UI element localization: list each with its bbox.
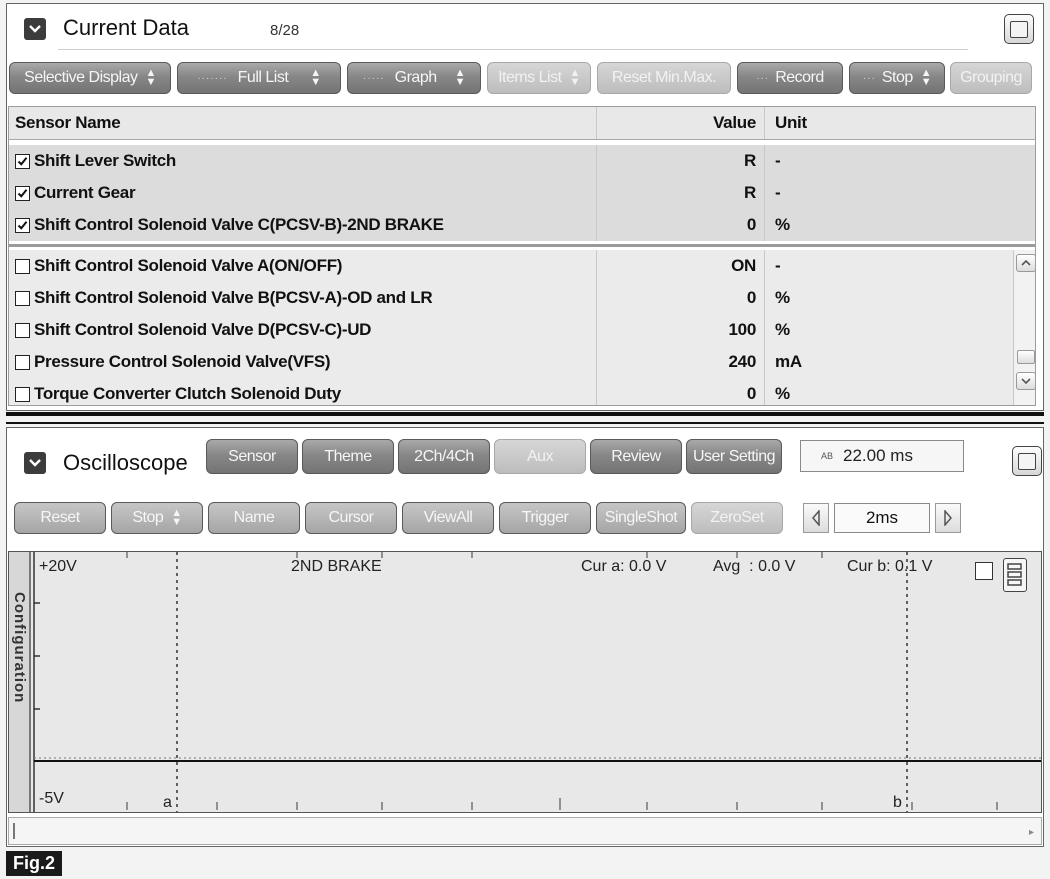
arrow-left-icon <box>811 510 821 526</box>
sensor-name: Shift Control Solenoid Valve A(ON/OFF) <box>34 256 343 275</box>
panel-divider <box>6 412 1044 416</box>
sensor-name: Shift Control Solenoid Valve D(PCSV-C)-UD <box>34 320 372 339</box>
zero-set-button[interactable]: ZeroSet <box>691 502 783 534</box>
table-row[interactable] <box>9 378 1035 406</box>
spin-arrows-icon: ▲ ▼ <box>920 67 932 88</box>
cursor-b-readout: Cur b: 0.1 V <box>847 558 933 575</box>
cursor-a-label[interactable]: a <box>163 794 172 811</box>
scroll-down-icon[interactable] <box>1016 372 1036 390</box>
cursor-b-label[interactable]: b <box>893 794 902 811</box>
stop-dropdown[interactable]: ··· Stop ▲ ▼ <box>849 62 945 94</box>
single-shot-button[interactable]: SingleShot <box>596 502 686 534</box>
column-header-value[interactable]: Value <box>597 107 765 139</box>
record-button[interactable]: ··· Record <box>737 62 843 94</box>
sensor-name: Shift Control Solenoid Valve C(PCSV-B)-2ND BRAKE <box>34 215 444 234</box>
table-row[interactable] <box>9 346 1035 378</box>
ab-time-icon: AB <box>821 451 834 461</box>
current-data-header <box>58 14 968 50</box>
oscilloscope-plot[interactable] <box>8 551 1042 813</box>
y-max-label: +20V <box>39 558 77 575</box>
sensor-value: R <box>597 177 765 209</box>
horizontal-scrollbar[interactable] <box>8 817 1042 845</box>
table-header <box>9 107 1035 140</box>
panel-title: Current Data <box>63 15 189 40</box>
spin-arrows-icon: ▲ ▼ <box>569 67 580 88</box>
time-span-display <box>800 440 964 472</box>
channel-name: 2ND BRAKE <box>291 558 382 575</box>
sensor-name: Torque Converter Clutch Solenoid Duty <box>34 384 341 403</box>
selective-display-dropdown[interactable]: Selective Display ▲ ▼ <box>9 62 171 94</box>
user-setting-button[interactable]: User Setting <box>686 439 782 474</box>
sensor-unit: % <box>775 384 790 403</box>
checkbox-unchecked[interactable] <box>15 355 30 370</box>
sensor-value: ON <box>597 250 765 282</box>
sensor-value: 240 <box>597 346 765 378</box>
y-min-label: -5V <box>39 790 64 807</box>
checkbox-unchecked[interactable] <box>15 291 30 306</box>
checkbox-checked[interactable] <box>15 186 30 201</box>
theme-button[interactable]: Theme <box>302 439 394 474</box>
aux-button[interactable]: Aux <box>494 439 586 474</box>
sensor-value: 0 <box>597 209 765 241</box>
sensor-unit: - <box>775 183 781 202</box>
checkbox-unchecked[interactable] <box>15 323 30 338</box>
sensor-value: 0 <box>597 378 765 406</box>
sensor-unit: % <box>775 215 790 234</box>
configuration-tab[interactable]: Configuration <box>9 552 31 812</box>
time-span-value: 22.00 ms <box>843 446 913 465</box>
scroll-up-icon[interactable] <box>1016 254 1036 272</box>
table-row[interactable] <box>9 145 1035 177</box>
table-row[interactable] <box>9 282 1035 314</box>
spin-arrows-icon: ▲ ▼ <box>454 67 465 88</box>
time-div-value: 2ms <box>834 503 930 533</box>
window-icon <box>1018 453 1036 470</box>
column-header-sensor-name[interactable]: Sensor Name <box>9 107 597 139</box>
sensor-unit: % <box>775 320 790 339</box>
graph-dropdown[interactable]: ····· Graph ▲ ▼ <box>347 62 481 94</box>
checkbox-unchecked[interactable] <box>15 259 30 274</box>
channel-checkbox[interactable] <box>975 562 993 580</box>
checkbox-checked[interactable] <box>15 154 30 169</box>
table-row[interactable] <box>9 314 1035 346</box>
table-scrollbar[interactable] <box>1013 250 1036 406</box>
reset-button[interactable]: Reset <box>14 502 106 534</box>
cursor-button[interactable]: Cursor <box>305 502 397 534</box>
collapse-current-data-button[interactable] <box>24 18 46 40</box>
sensor-table <box>8 106 1036 406</box>
time-div-increase-button[interactable] <box>935 503 961 533</box>
panel-title: Oscilloscope <box>63 450 188 475</box>
scroll-right-icon[interactable]: ▸ <box>1029 827 1035 838</box>
table-row[interactable] <box>9 250 1035 282</box>
table-row[interactable] <box>9 177 1035 209</box>
sensor-value: R <box>597 145 765 177</box>
sensor-name: Pressure Control Solenoid Valve(VFS) <box>34 352 331 371</box>
spin-arrows-icon: ▲ ▼ <box>145 67 156 88</box>
items-list-dropdown[interactable]: Items List ▲ ▼ <box>487 62 591 94</box>
item-count: 8/28 <box>270 22 300 39</box>
sensor-name: Shift Control Solenoid Valve B(PCSV-A)-OD and LR <box>34 288 433 307</box>
sensor-unit: % <box>775 288 790 307</box>
sensor-name: Shift Lever Switch <box>34 151 176 170</box>
column-header-unit[interactable]: Unit <box>775 113 807 132</box>
scroll-thumb[interactable] <box>1017 350 1035 364</box>
window-icon <box>1010 21 1028 38</box>
chevron-down-icon <box>24 452 46 474</box>
sensor-unit: mA <box>775 352 802 371</box>
trigger-button[interactable]: Trigger <box>499 502 591 534</box>
sensor-name: Current Gear <box>34 183 136 202</box>
panel-divider <box>6 422 1044 424</box>
cursor-a-readout: Cur a: 0.0 V <box>581 558 667 575</box>
table-row[interactable] <box>9 209 1035 241</box>
waveform-grid <box>32 552 1042 812</box>
scroll-thumb[interactable] <box>13 823 15 839</box>
grouping-button[interactable]: Grouping <box>950 62 1032 94</box>
maximize-oscilloscope-button[interactable] <box>1012 446 1042 476</box>
figure-label: Fig.2 <box>6 851 62 876</box>
stop-dropdown[interactable]: Stop ▲ ▼ <box>111 502 203 534</box>
sensor-unit: - <box>775 151 781 170</box>
full-list-dropdown[interactable]: ······· Full List ▲ ▼ <box>177 62 341 94</box>
review-button[interactable]: Review <box>590 439 682 474</box>
sensor-button[interactable]: Sensor <box>206 439 298 474</box>
channel-mode-button[interactable]: 2Ch/4Ch <box>398 439 490 474</box>
sensor-value: 100 <box>597 314 765 346</box>
arrow-right-icon <box>943 510 953 526</box>
view-all-button[interactable]: ViewAll <box>402 502 494 534</box>
maximize-current-data-button[interactable] <box>1004 14 1034 44</box>
collapse-oscilloscope-button[interactable] <box>24 452 46 474</box>
spin-arrows-icon: ▲ ▼ <box>171 507 182 528</box>
list-menu-icon[interactable] <box>1003 558 1027 592</box>
chevron-down-icon <box>24 18 46 40</box>
spin-arrows-icon: ▲ ▼ <box>310 67 321 88</box>
selection-divider <box>9 244 1035 247</box>
average-readout: Avg : 0.0 V <box>713 558 796 575</box>
reset-min-max-button[interactable]: Reset Min.Max. <box>597 62 731 94</box>
time-div-decrease-button[interactable] <box>803 503 829 533</box>
checkbox-unchecked[interactable] <box>15 387 30 402</box>
name-button[interactable]: Name <box>208 502 300 534</box>
sensor-unit: - <box>775 256 781 275</box>
checkbox-checked[interactable] <box>15 218 30 233</box>
sensor-value: 0 <box>597 282 765 314</box>
